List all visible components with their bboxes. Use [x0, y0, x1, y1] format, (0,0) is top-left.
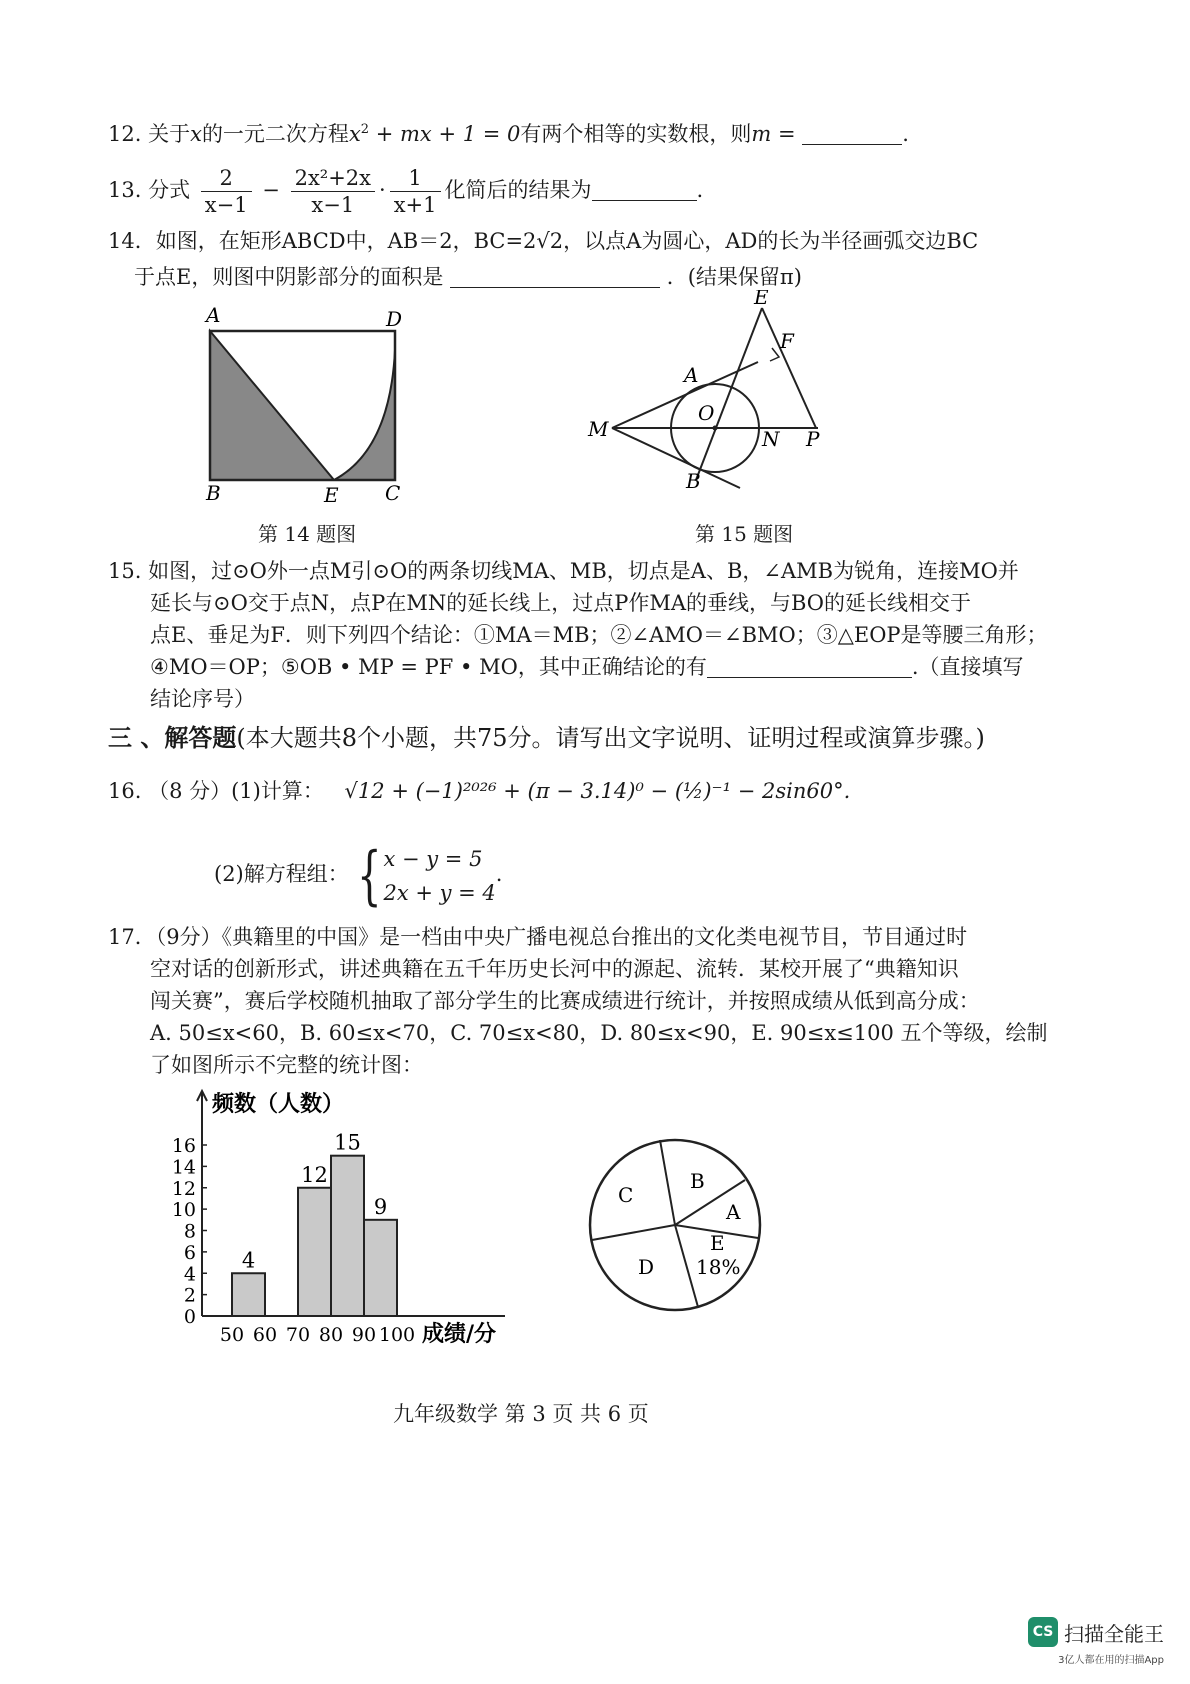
- pie-chart: [580, 1130, 770, 1320]
- q12-text-post: 有两个相等的实数根，则: [520, 122, 752, 146]
- q13-f1-denominator: x−1: [204, 193, 248, 217]
- q16-system: [383, 842, 495, 910]
- fig15-label-a: A: [684, 363, 699, 387]
- question-17-line-2: 空对话的创新形式，讲述典籍在五千年历史长河中的源起、流转．某校开展了“典籍知识: [150, 957, 959, 981]
- q13-f2-denominator: x−1: [311, 193, 355, 217]
- question-17-line-4: A. 50≤x<60，B. 60≤x<70，C. 70≤x<80，D. 80≤x<90，E. 90≤x≤100 五个等级，绘制: [150, 1021, 1048, 1045]
- figure-15: [580, 290, 850, 500]
- histogram-y-tick-label: 4: [183, 1263, 196, 1286]
- q15-text-pre: ④MO＝OP；⑤OB • MP = PF • MO，其中正确结论的有: [150, 655, 707, 679]
- q12-equation-x: x: [348, 122, 361, 146]
- q12-m-equals: m =: [751, 122, 796, 146]
- fig14-shaded-triangle: [210, 331, 334, 480]
- fig14-label-d: D: [386, 307, 403, 331]
- pie-label-c: C: [618, 1183, 634, 1207]
- q13-f3-denominator: x+1: [393, 193, 437, 217]
- q16-end: .: [495, 862, 503, 886]
- q15-text-post: .（直接填写: [911, 655, 1024, 679]
- pie-label-e: E: [710, 1231, 725, 1255]
- q13-f2-numerator: 2x²+2x: [291, 165, 375, 192]
- pie-divider-dc: [592, 1225, 675, 1240]
- pie-label-a: A: [726, 1200, 741, 1224]
- q13-text-pre: 分式: [148, 178, 191, 202]
- fig14-label-a: A: [206, 303, 221, 327]
- q13-f3-numerator: 1: [390, 165, 441, 192]
- histogram-bars: [172, 1131, 415, 1346]
- q13-end: .: [696, 178, 704, 202]
- q13-minus: −: [262, 178, 280, 202]
- q12-answer-blank[interactable]: [802, 122, 902, 145]
- q16-text-pre: 16. （8 分）(1)计算：: [108, 779, 324, 803]
- histogram-y-tick-label: 10: [171, 1199, 196, 1222]
- question-17-line-1: 17．（9分）《典籍里的中国》是一档由中央广播电视总台推出的文化类电视节目，节目通过时: [108, 925, 968, 949]
- histogram-bar-value-label: 4: [241, 1248, 256, 1273]
- histogram-y-tick-label: 12: [171, 1177, 196, 1200]
- scanner-name: 扫描全能王: [1064, 1621, 1164, 1646]
- figure-14: [190, 300, 430, 515]
- q13-text-post: 化简后的结果为: [444, 178, 592, 202]
- histogram-x-label: 成绩/分: [422, 1321, 497, 1347]
- q12-equation-rest: + mx + 1 = 0: [369, 122, 521, 146]
- q13-dot: ·: [379, 178, 386, 202]
- histogram-x-tick-label: 70: [285, 1324, 311, 1346]
- q16-eq-1: x − y = 5: [383, 846, 483, 871]
- q14-text-pre: 于点E，则图中阴影部分的面积是: [134, 265, 444, 289]
- histogram-y-tick-label: 2: [183, 1284, 196, 1307]
- question-12: [108, 115, 909, 149]
- histogram-x-tick-label: 90: [351, 1324, 377, 1346]
- fig15-label-m: M: [588, 417, 609, 441]
- fig15-line-ep: [762, 308, 816, 428]
- histogram-x-tick-label: 60: [252, 1324, 278, 1346]
- question-15-line-5: 结论序号）: [150, 687, 255, 711]
- scanner-watermark: [1028, 1617, 1164, 1666]
- q14-answer-blank[interactable]: [450, 265, 660, 288]
- question-15-line-2: 延长与⊙O交于点N，点P在MN的延长线上，过点P作MA的垂线，与BO的延长线相交于: [150, 591, 972, 615]
- pie-divider-ed: [675, 1225, 698, 1307]
- histogram-y-tick-label: 6: [183, 1241, 196, 1264]
- q16-system-label: (2)解方程组：: [214, 862, 349, 886]
- scanner-tagline: 3亿人都在用的扫描App: [1058, 1655, 1164, 1666]
- section-3-heading: [108, 722, 985, 754]
- q16-expression: √12 + (−1)²⁰²⁶ + (π − 3.14)⁰ − (½)⁻¹ − 2sin60°.: [344, 779, 851, 803]
- q15-answer-blank[interactable]: [707, 655, 912, 678]
- histogram-x-tick-label: 100: [378, 1324, 416, 1346]
- question-14-line-1: 14．如图，在矩形ABCD中，AB＝2，BC=2√2，以点A为圆心，AD的长为半径画弧交边BC: [108, 229, 979, 253]
- fig15-tangent-mb: [612, 428, 740, 488]
- section-3-title: 三 、解答题: [108, 724, 237, 752]
- question-17-line-5: 了如图所示不完整的统计图：: [150, 1053, 423, 1077]
- q13-number: 13.: [108, 178, 142, 202]
- histogram-x-tick-label: 80: [318, 1324, 344, 1346]
- fig14-label-c: C: [385, 481, 401, 505]
- question-16-part-2: [214, 838, 503, 913]
- q16-brace: {: [356, 838, 382, 913]
- histogram-y-tick-label: 16: [171, 1135, 196, 1157]
- histogram-bar: [364, 1220, 397, 1316]
- q13-fraction-2: [291, 165, 375, 218]
- fig15-center-o: [713, 426, 718, 431]
- pie-label-b: B: [690, 1169, 705, 1193]
- fig15-right-angle-mark: [770, 348, 779, 361]
- histogram-bar-value-label: 9: [373, 1194, 388, 1219]
- pie-divider-cb: [660, 1140, 675, 1225]
- fig14-shaded-arc-region: [334, 350, 395, 480]
- question-16-part-1: [108, 776, 850, 806]
- fig15-label-o: O: [698, 401, 715, 425]
- fig14-label-e: E: [324, 483, 339, 507]
- q13-answer-blank[interactable]: [592, 178, 697, 201]
- question-13: [108, 160, 703, 220]
- histogram-bar-value-label: 12: [301, 1162, 328, 1187]
- fig14-caption: 第 14 题图: [258, 522, 357, 546]
- q14-text-post: ．(结果保留π): [666, 265, 802, 289]
- fig15-label-e: E: [754, 290, 769, 309]
- question-17-line-3: 闯关赛”，赛后学校随机抽取了部分学生的比赛成绩进行统计，并按照成绩从低到高分成：: [150, 989, 980, 1013]
- pie-label-d: D: [638, 1255, 655, 1279]
- question-15-line-1: 15. 如图，过⊙O外一点M引⊙O的两条切线MA、MB，切点是A、B，∠AMB为锐角，连接MO并: [108, 559, 1019, 583]
- histogram-bar: [331, 1156, 364, 1316]
- q12-text-pre: 关于: [148, 122, 191, 146]
- histogram-chart: [160, 1085, 540, 1360]
- histogram-y-tick-label: 14: [171, 1156, 196, 1179]
- fig15-label-f: F: [780, 329, 794, 353]
- scanner-logo-icon: CS: [1028, 1617, 1058, 1647]
- histogram-y-tick-label: 8: [183, 1220, 196, 1243]
- fig15-label-p: P: [806, 427, 820, 451]
- question-15-line-4: [150, 652, 1024, 682]
- fig15-line-be: [696, 308, 762, 480]
- histogram-y-label: 频数（人数）: [212, 1091, 345, 1117]
- histogram-bar: [232, 1273, 265, 1316]
- fig15-label-b: B: [686, 469, 701, 493]
- histogram-bar-value-label: 15: [334, 1130, 361, 1155]
- q13-fraction-3: [390, 165, 441, 218]
- q16-eq-2: 2x + y = 4: [383, 880, 496, 905]
- q12-number: 12.: [108, 122, 142, 146]
- q13-f1-numerator: 2: [201, 165, 252, 192]
- q13-fraction-1: [201, 165, 252, 218]
- section-3-description: (本大题共8个小题，共75分。请写出文字说明、证明过程或演算步骤。): [236, 724, 985, 752]
- q12-end: .: [902, 122, 909, 146]
- histogram-y-tick-label: 0: [183, 1306, 196, 1328]
- histogram-bar: [298, 1188, 331, 1316]
- question-15-line-3: 点E、垂足为F．则下列四个结论：①MA＝MB；②∠AMO＝∠BMO；③△EOP是等腰三角形；: [150, 623, 1048, 647]
- q12-var: x: [190, 122, 202, 146]
- histogram-x-tick-label: 50: [219, 1324, 245, 1346]
- question-14-line-2: [134, 262, 802, 292]
- fig15-label-n: N: [762, 427, 780, 451]
- fig15-caption: 第 15 题图: [695, 522, 794, 546]
- q12-text-mid: 的一元二次方程: [201, 122, 349, 146]
- pie-label-e-percent: 18%: [696, 1255, 741, 1279]
- q12-equation-sup: 2: [360, 122, 370, 137]
- fig14-label-b: B: [206, 481, 221, 505]
- page-footer: 九年级数学 第 3 页 共 6 页: [393, 1402, 649, 1426]
